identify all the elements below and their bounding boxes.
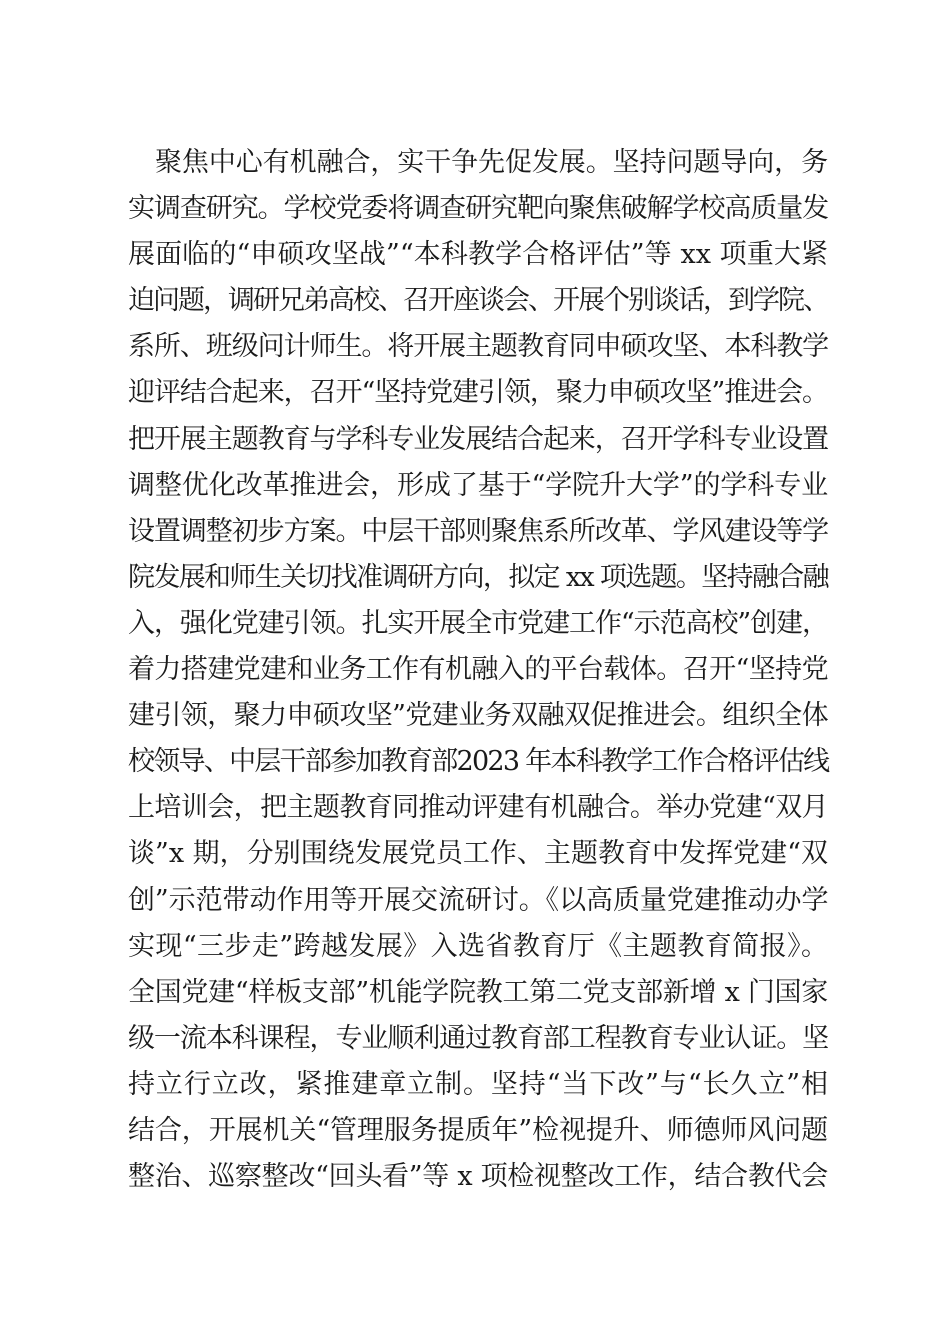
text-line: 整治、巡察整改“回头看”等 x 项检视整改工作，结合教代会 bbox=[128, 1161, 828, 1193]
text-line: 级一流本科课程，专业顺利通过教育部工程教育专业认证。坚 bbox=[128, 1022, 829, 1054]
text-line: 着力搭建党建和业务工作有机融入的平台载体。召开“坚持党 bbox=[128, 654, 828, 686]
text-line: 创”示范带动作用等开展交流研讨。《以高质量党建推动办学 bbox=[128, 884, 829, 916]
text-line: 持立行立改，紧推建章立制。坚持“当下改”与“长久立”相 bbox=[128, 1068, 828, 1100]
text-line: 实现“三步走”跨越发展》入选省教育厅《主题教育简报》。 bbox=[128, 930, 828, 962]
text-line: 上培训会，把主题教育同推动评建有机融合。举办党建“双月 bbox=[128, 792, 828, 824]
text-line: 谈”x 期，分别围绕发展党员工作、主题教育中发挥党建“双 bbox=[128, 838, 828, 870]
text-line: 把开展主题教育与学科专业发展结合起来，召开学科专业设置 bbox=[128, 423, 829, 455]
text-line: 校领导、中层干部参加教育部2023 年本科教学工作合格评估线 bbox=[128, 746, 829, 778]
text-line: 实调查研究。学校党委将调查研究靶向聚焦破解学校高质量发 bbox=[128, 193, 829, 225]
text-line: 建引领，聚力申硕攻坚”党建业务双融双促推进会。组织全体 bbox=[128, 700, 828, 732]
text-line: 迎评结合起来，召开“坚持党建引领，聚力申硕攻坚”推进会。 bbox=[128, 377, 828, 409]
text-line: 设置调整初步方案。中层干部则聚焦系所改革、学风建设等学 bbox=[128, 515, 829, 547]
text-line: 院发展和师生关切找准调研方向，拟定 xx 项选题。坚持融合融 bbox=[128, 561, 828, 593]
text-line: 结合，开展机关“管理服务提质年”检视提升、师德师风问题 bbox=[128, 1114, 828, 1146]
text-line: 展面临的“申硕攻坚战”“本科教学合格评估”等 xx 项重大紧 bbox=[128, 239, 828, 271]
text-line: 系所、班级问计师生。将开展主题教育同申硕攻坚、本科教学 bbox=[128, 331, 829, 363]
text-line: 调整优化改革推进会，形成了基于“学院升大学”的学科专业 bbox=[128, 469, 828, 501]
text-line: 入，强化党建引领。扎实开展全市党建工作“示范高校”创建， bbox=[128, 607, 828, 639]
body-paragraph bbox=[128, 140, 828, 1200]
text-line: 全国党建“样板支部”机能学院教工第二党支部新增 x 门国家 bbox=[128, 976, 828, 1008]
text-line: 迫问题，调研兄弟高校、召开座谈会、开展个别谈话，到学院、 bbox=[128, 285, 828, 317]
text-line: 聚焦中心有机融合，实干争先促发展。坚持问题导向，务 bbox=[155, 147, 828, 178]
